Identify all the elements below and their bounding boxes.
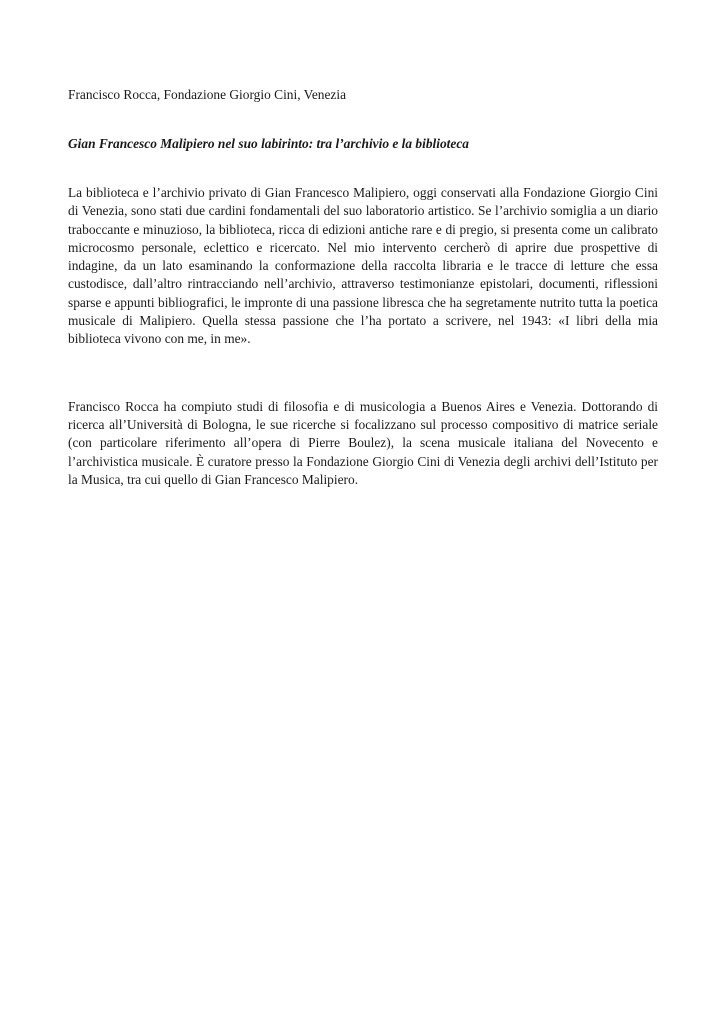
author-bio-paragraph: Francisco Rocca ha compiuto studi di filosofia e di musicologia a Buenos Aires e Venezia. Dottorando di ricerca all’Università di Bologna, le sue ricerche si focalizzano sul processo compositivo di matrice seriale (con particolare riferimento all’opera di Pierre Boulez), la scena musicale italiana del Novecento e l’archivistica musicale. È curatore presso la Fondazione Giorgio Cini di Venezia degli archivi dell’Istituto per la Musica, tra cui quello di Gian Francesco Malipiero. [68,398,658,487]
abstract-paragraph: La biblioteca e l’archivio privato di Gian Francesco Malipiero, oggi conservati alla Fondazione Giorgio Cini di Venezia, sono stati due cardini fondamentali del suo laboratorio artistico. Se l’archivio somiglia a un diario traboccante e minuzioso, la biblioteca, ricca di edizioni antiche rare e di pregio, si presenta come un calibrato microcosmo personale, eclettico e ricercato. Nel mio intervento cercherò di aprire due prospettive di indagine, da un lato esaminando la conformazione della raccolta libraria e le tracce di letture che essa custodisce, dall’altro rintracciando nell’archivio, attraverso testimonianze epistolari, documenti, riflessioni sparse e appunti bibliografici, le impronte di una passione libresca che ha segretamente nutrito tutta la poetica musicale di Malipiero. Quella stessa passione che l’ha portato a scrivere, nel 1943: «I libri della mia biblioteca vivono con me, in me». [68,185,658,347]
talk-title: Gian Francesco Malipiero nel suo labirinto: tra l’archivio e la biblioteca [68,136,469,151]
author-affiliation: Francisco Rocca, Fondazione Giorgio Cini, Venezia [68,87,347,102]
document-page [68,86,658,489]
